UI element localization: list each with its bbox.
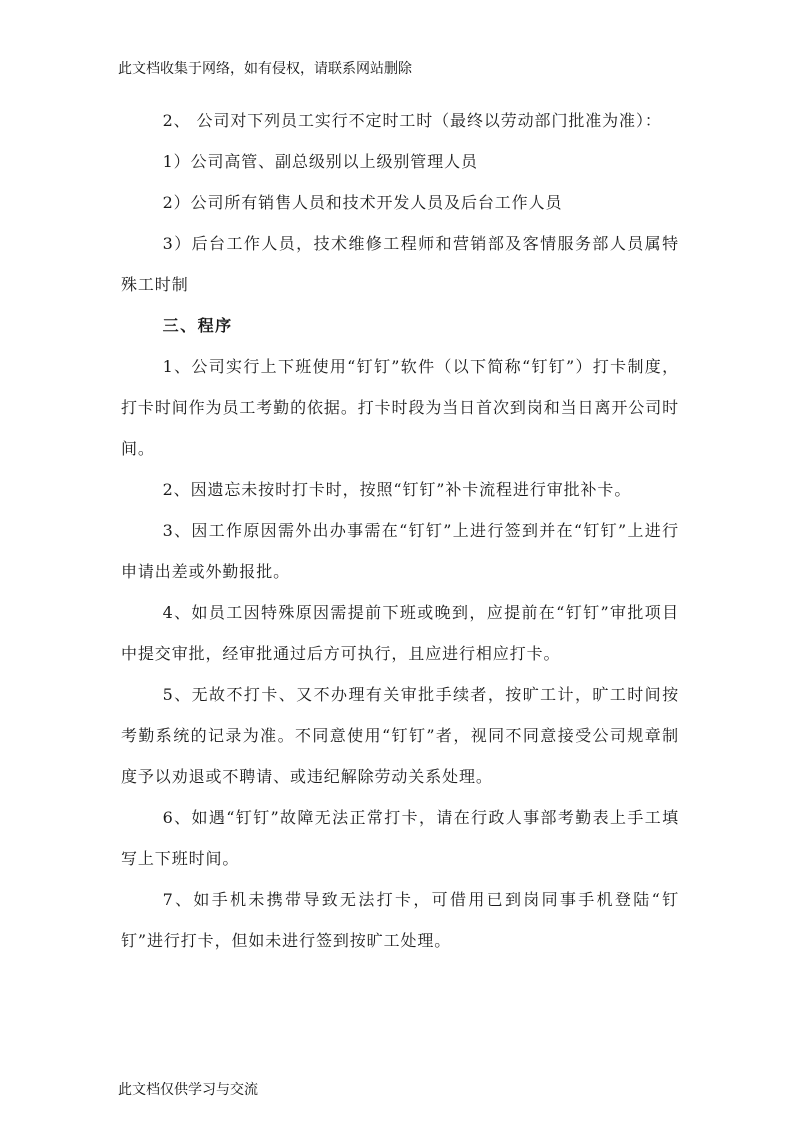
section-2-item-3: 3）后台工作人员，技术维修工程师和营销部及客情服务部人员属特殊工时制	[121, 234, 679, 294]
footer-disclaimer: 此文档仅供学习与交流	[118, 1082, 258, 1098]
procedure-item-5: 5、无故不打卡、又不办理有关审批手续者，按旷工计，旷工时间按考勤系统的记录为准。不同意使用“钉钉”者，视同不同意接受公司规章制度予以劝退或不聘请、或违纪解除劳动关系处理。	[121, 685, 679, 786]
section-2-item-1: 1）公司高管、副总级别以上级别管理人员	[162, 152, 478, 171]
procedure-item-1: 1、公司实行上下班使用“钉钉”软件（以下简称“钉钉”）打卡制度，打卡时间作为员工考勤的依据。打卡时段为当日首次到岗和当日离开公司时间。	[121, 357, 679, 458]
procedure-item-3: 3、因工作原因需外出办事需在“钉钉”上进行签到并在“钉钉”上进行申请出差或外勤报批。	[121, 521, 679, 581]
header-disclaimer: 此文档收集于网络，如有侵权，请联系网站删除	[118, 61, 412, 77]
document-body	[121, 100, 679, 961]
section-2-item-2: 2）公司所有销售人员和技术开发人员及后台工作人员	[162, 193, 563, 212]
procedure-item-6: 6、如遇“钉钉”故障无法正常打卡，请在行政人事部考勤表上手工填写上下班时间。	[121, 808, 679, 868]
section-2-paragraph: 2、 公司对下列员工实行不定时工时（最终以劳动部门批准为准）：	[162, 111, 662, 130]
section-heading-procedures: 三、程序	[162, 316, 233, 335]
procedure-item-4: 4、如员工因特殊原因需提前下班或晚到，应提前在“钉钉”审批项目中提交审批，经审批通过后方可执行，且应进行相应打卡。	[121, 603, 679, 663]
procedure-item-2: 2、因遗忘未按时打卡时，按照“钉钉”补卡流程进行审批补卡。	[162, 480, 632, 499]
procedure-item-7: 7、如手机未携带导致无法打卡，可借用已到岗同事手机登陆“钉钉”进行打卡，但如未进行签到按旷工处理。	[121, 890, 679, 950]
